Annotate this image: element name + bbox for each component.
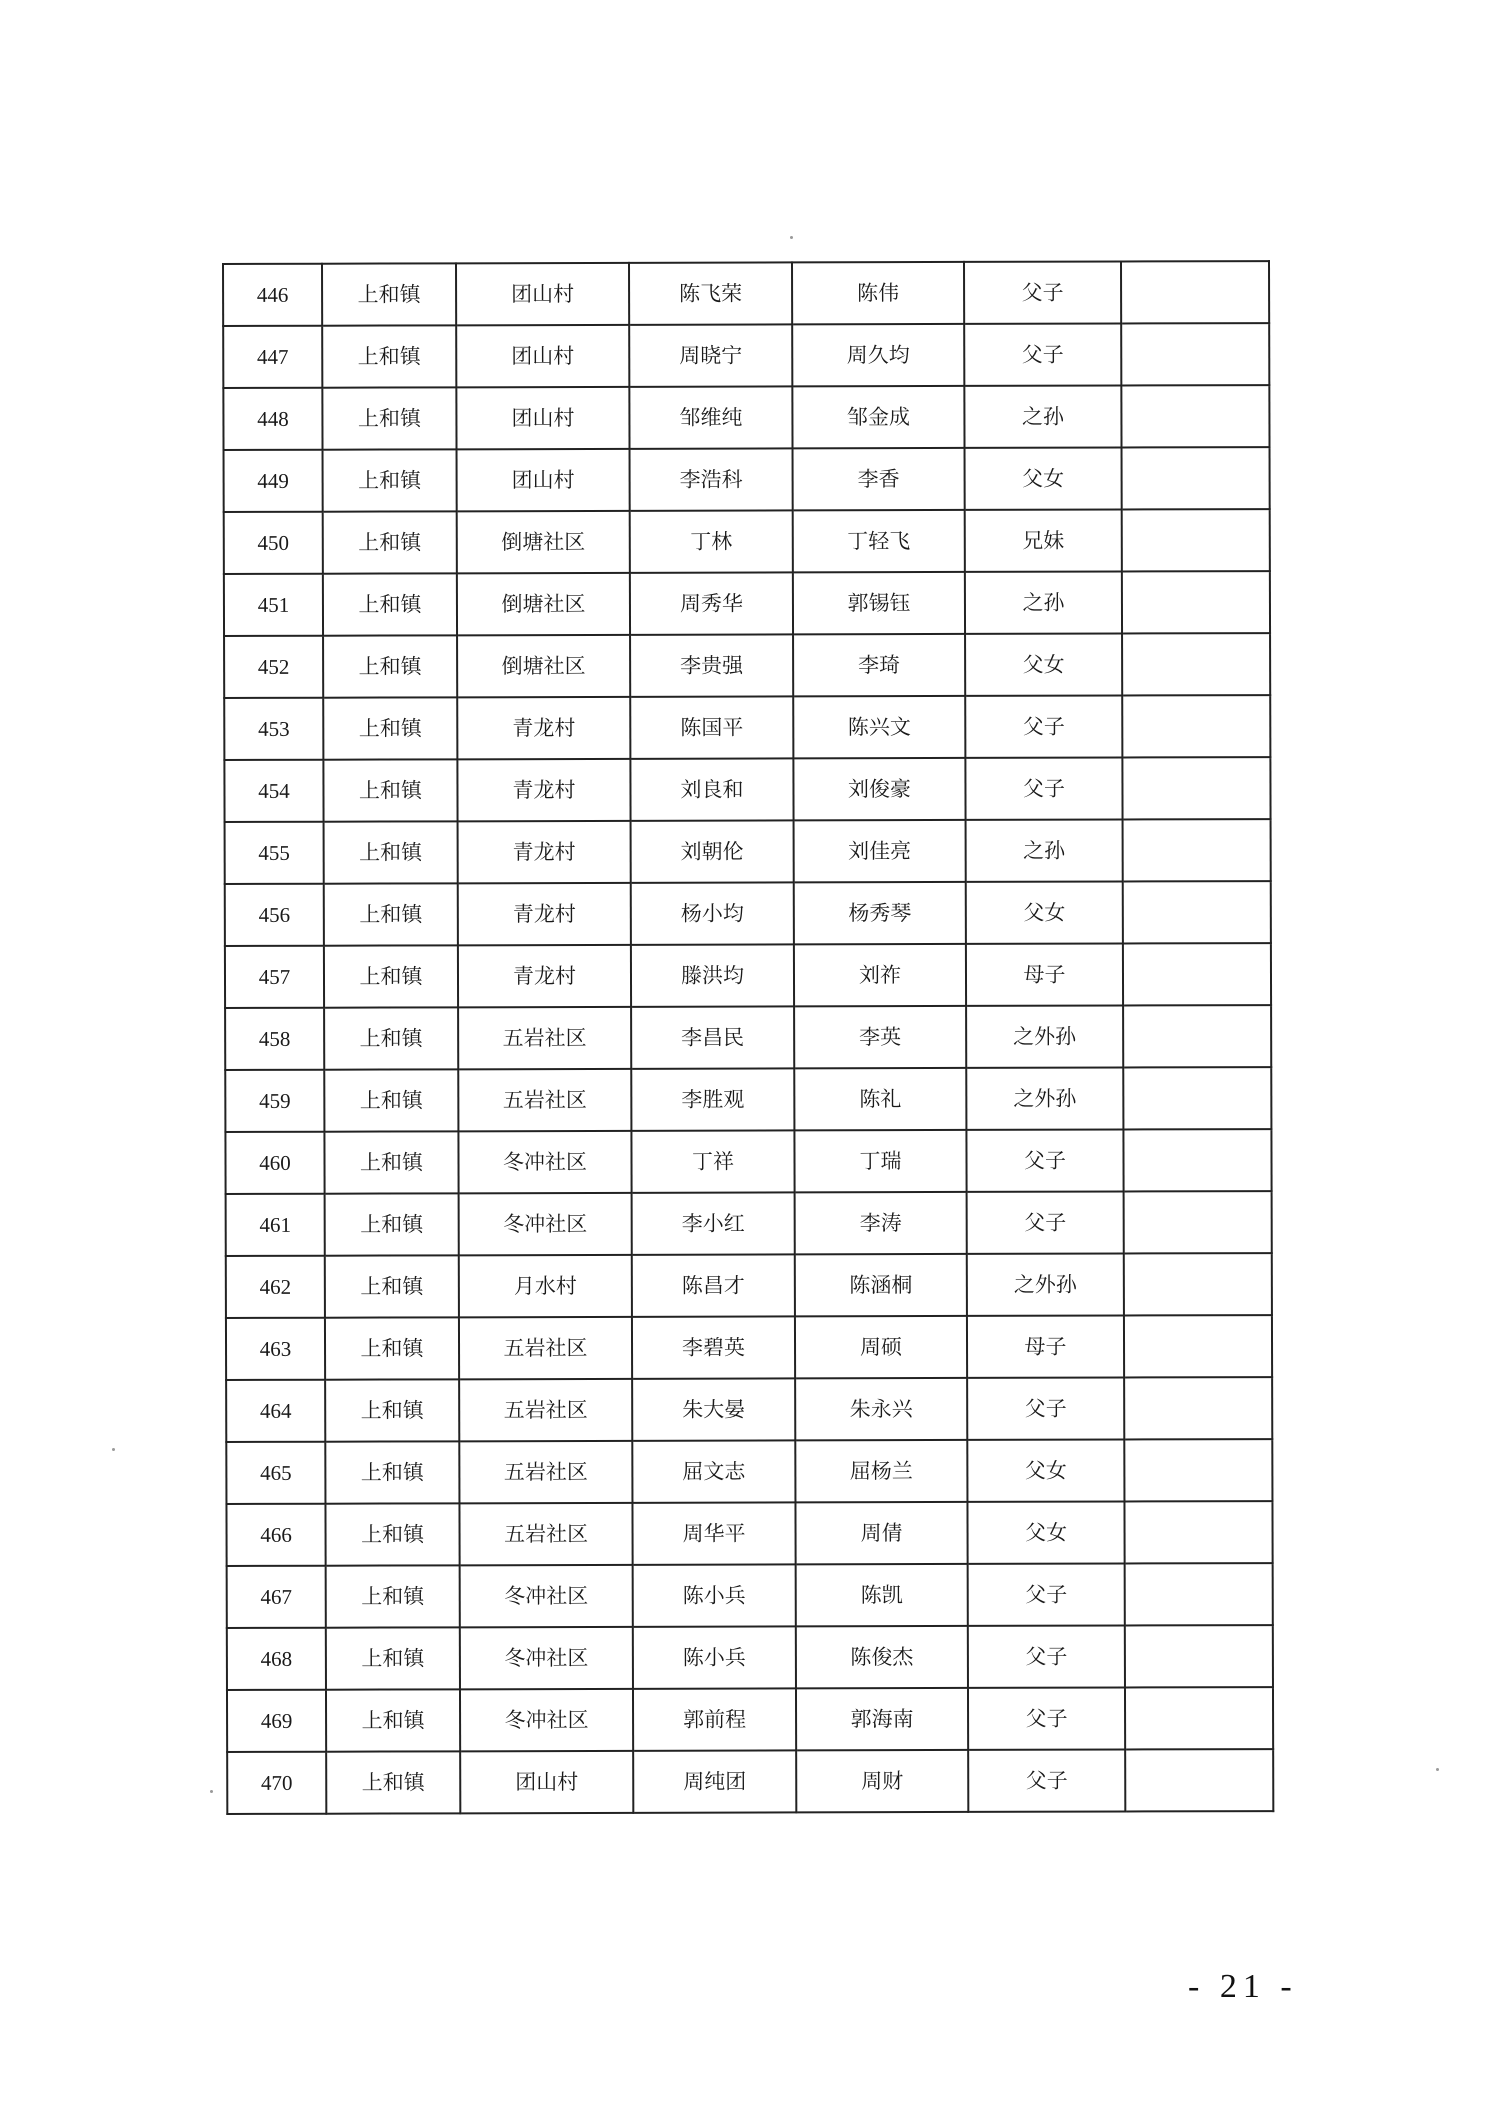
relative-name-cell: 屈杨兰 — [795, 1440, 967, 1502]
village-cell: 团山村 — [460, 1751, 633, 1813]
row-number-cell: 454 — [224, 760, 323, 822]
town-cell: 上和镇 — [325, 1255, 459, 1317]
relation-cell: 父女 — [966, 881, 1123, 943]
relation-cell: 父子 — [968, 1625, 1125, 1687]
scan-speck — [112, 1448, 115, 1451]
table-row — [227, 1563, 1273, 1628]
name-cell: 滕洪均 — [631, 944, 794, 1006]
relative-name-cell: 李涛 — [795, 1192, 967, 1254]
name-cell: 陈国平 — [630, 696, 793, 758]
table-row — [224, 633, 1270, 698]
town-cell: 上和镇 — [325, 1193, 459, 1255]
row-number-cell: 449 — [224, 450, 323, 512]
town-cell: 上和镇 — [324, 883, 458, 945]
name-cell: 李小红 — [632, 1192, 795, 1254]
roster-body — [223, 261, 1273, 1814]
relation-cell: 之孙 — [965, 571, 1122, 633]
name-cell: 周华平 — [632, 1502, 795, 1564]
village-cell: 倒塘社区 — [457, 635, 630, 697]
relation-cell: 父女 — [967, 1501, 1124, 1563]
table-row — [226, 1439, 1272, 1504]
note-cell — [1124, 1377, 1272, 1439]
table-row — [225, 1129, 1271, 1194]
village-cell: 冬冲社区 — [460, 1565, 633, 1627]
row-number-cell: 450 — [224, 512, 323, 574]
table-row — [224, 571, 1270, 636]
relative-name-cell: 周硕 — [795, 1316, 967, 1378]
relative-name-cell: 刘佳亮 — [794, 820, 966, 882]
scan-speck — [1436, 1768, 1439, 1771]
row-number-cell: 465 — [226, 1442, 325, 1504]
village-cell: 冬冲社区 — [460, 1627, 633, 1689]
town-cell: 上和镇 — [322, 325, 456, 387]
row-number-cell: 458 — [225, 1008, 324, 1070]
name-cell: 陈昌才 — [632, 1254, 795, 1316]
village-cell: 团山村 — [456, 325, 629, 387]
table-row — [224, 757, 1270, 822]
row-number-cell: 463 — [226, 1318, 325, 1380]
town-cell: 上和镇 — [323, 635, 457, 697]
note-cell — [1124, 1439, 1272, 1501]
relation-cell: 父子 — [968, 1749, 1125, 1811]
row-number-cell: 446 — [223, 264, 322, 326]
name-cell: 李浩科 — [630, 448, 793, 510]
row-number-cell: 470 — [227, 1752, 326, 1814]
town-cell: 上和镇 — [325, 1441, 459, 1503]
table-row — [227, 1749, 1273, 1814]
note-cell — [1125, 1687, 1273, 1749]
table-row — [226, 1191, 1272, 1256]
note-cell — [1122, 571, 1270, 633]
town-cell: 上和镇 — [324, 1131, 458, 1193]
relative-name-cell: 李英 — [794, 1006, 966, 1068]
village-cell: 冬冲社区 — [460, 1689, 633, 1751]
table-row — [226, 1315, 1272, 1380]
table-row — [225, 943, 1271, 1008]
village-cell: 团山村 — [456, 387, 629, 449]
relation-cell: 父子 — [967, 1191, 1124, 1253]
scan-speck — [790, 236, 793, 239]
table-row — [224, 695, 1270, 760]
relation-cell: 父女 — [967, 1439, 1124, 1501]
village-cell: 五岩社区 — [458, 1007, 631, 1069]
name-cell: 刘朝伦 — [631, 820, 794, 882]
relative-name-cell: 陈兴文 — [793, 696, 965, 758]
relation-cell: 父子 — [965, 757, 1122, 819]
town-cell: 上和镇 — [326, 1627, 460, 1689]
town-cell: 上和镇 — [324, 1069, 458, 1131]
row-number-cell: 457 — [225, 946, 324, 1008]
table-row — [227, 1625, 1273, 1690]
table-row — [226, 1377, 1272, 1442]
note-cell — [1124, 1501, 1272, 1563]
relative-name-cell: 陈凯 — [796, 1564, 968, 1626]
scan-speck — [210, 1790, 213, 1793]
table-row — [224, 509, 1270, 574]
relative-name-cell: 李琦 — [793, 634, 965, 696]
table-row — [223, 385, 1269, 450]
relation-cell: 之外孙 — [966, 1067, 1123, 1129]
note-cell — [1123, 1005, 1271, 1067]
town-cell: 上和镇 — [325, 1379, 459, 1441]
relative-name-cell: 杨秀琴 — [794, 882, 966, 944]
note-cell — [1122, 695, 1270, 757]
roster-table — [222, 260, 1274, 1815]
table-row — [224, 447, 1270, 512]
note-cell — [1123, 943, 1271, 1005]
row-number-cell: 452 — [224, 636, 323, 698]
row-number-cell: 453 — [224, 698, 323, 760]
row-number-cell: 447 — [223, 326, 322, 388]
note-cell — [1124, 1191, 1272, 1253]
row-number-cell: 460 — [225, 1132, 324, 1194]
relation-cell: 父子 — [965, 695, 1122, 757]
name-cell: 李碧英 — [632, 1316, 795, 1378]
note-cell — [1123, 819, 1271, 881]
row-number-cell: 466 — [226, 1504, 325, 1566]
row-number-cell: 455 — [225, 822, 324, 884]
relative-name-cell: 陈涵桐 — [795, 1254, 967, 1316]
relative-name-cell: 周久均 — [792, 324, 964, 386]
row-number-cell: 464 — [226, 1380, 325, 1442]
name-cell: 屈文志 — [632, 1440, 795, 1502]
town-cell: 上和镇 — [326, 1565, 460, 1627]
town-cell: 上和镇 — [323, 697, 457, 759]
town-cell: 上和镇 — [323, 573, 457, 635]
relative-name-cell: 刘祚 — [794, 944, 966, 1006]
name-cell: 朱大晏 — [632, 1378, 795, 1440]
relation-cell: 母子 — [966, 943, 1123, 1005]
relation-cell: 之外孙 — [966, 1005, 1123, 1067]
row-number-cell: 461 — [226, 1194, 325, 1256]
name-cell: 郭前程 — [633, 1688, 796, 1750]
note-cell — [1123, 881, 1271, 943]
note-cell — [1124, 1315, 1272, 1377]
name-cell: 李贵强 — [630, 634, 793, 696]
relative-name-cell: 刘俊豪 — [793, 758, 965, 820]
village-cell: 冬冲社区 — [458, 1131, 631, 1193]
relation-cell: 兄妹 — [965, 509, 1122, 571]
name-cell: 李昌民 — [631, 1006, 794, 1068]
relation-cell: 母子 — [967, 1315, 1124, 1377]
village-cell: 五岩社区 — [458, 1069, 631, 1131]
village-cell: 月水村 — [459, 1255, 632, 1317]
town-cell: 上和镇 — [325, 1317, 459, 1379]
village-cell: 倒塘社区 — [457, 573, 630, 635]
table-row — [227, 1687, 1273, 1752]
name-cell: 丁林 — [630, 510, 793, 572]
town-cell: 上和镇 — [326, 1751, 460, 1813]
relation-cell: 之外孙 — [967, 1253, 1124, 1315]
note-cell — [1123, 1129, 1271, 1191]
row-number-cell: 448 — [223, 388, 322, 450]
page-number: - 21 - — [1188, 1968, 1298, 2005]
row-number-cell: 462 — [226, 1256, 325, 1318]
relative-name-cell: 丁瑞 — [794, 1130, 966, 1192]
town-cell: 上和镇 — [325, 1503, 459, 1565]
relation-cell: 父子 — [967, 1377, 1124, 1439]
name-cell: 陈飞荣 — [629, 262, 792, 324]
name-cell: 周纯团 — [633, 1750, 796, 1812]
village-cell: 五岩社区 — [459, 1379, 632, 1441]
village-cell: 青龙村 — [458, 821, 631, 883]
note-cell — [1125, 1749, 1273, 1811]
village-cell: 团山村 — [456, 263, 629, 325]
relative-name-cell: 郭锡钰 — [793, 572, 965, 634]
relation-cell: 父子 — [968, 1687, 1125, 1749]
relative-name-cell: 陈俊杰 — [796, 1626, 968, 1688]
town-cell: 上和镇 — [322, 263, 456, 325]
relation-cell: 父子 — [968, 1563, 1125, 1625]
row-number-cell: 456 — [225, 884, 324, 946]
note-cell — [1122, 757, 1270, 819]
name-cell: 周秀华 — [630, 572, 793, 634]
note-cell — [1125, 1625, 1273, 1687]
table-row — [225, 881, 1271, 946]
note-cell — [1122, 509, 1270, 571]
town-cell: 上和镇 — [324, 1007, 458, 1069]
relative-name-cell: 陈伟 — [792, 262, 964, 324]
relative-name-cell: 周倩 — [795, 1502, 967, 1564]
relative-name-cell: 陈礼 — [794, 1068, 966, 1130]
relation-cell: 父女 — [965, 633, 1122, 695]
row-number-cell: 469 — [227, 1690, 326, 1752]
table-row — [223, 261, 1269, 326]
table-row — [226, 1253, 1272, 1318]
village-cell: 青龙村 — [458, 945, 631, 1007]
relation-cell: 父子 — [966, 1129, 1123, 1191]
table-row — [225, 1005, 1271, 1070]
name-cell: 陈小兵 — [633, 1626, 796, 1688]
row-number-cell: 451 — [224, 574, 323, 636]
town-cell: 上和镇 — [324, 821, 458, 883]
village-cell: 青龙村 — [458, 883, 631, 945]
table-row — [223, 323, 1269, 388]
village-cell: 青龙村 — [457, 759, 630, 821]
name-cell: 邹维纯 — [629, 386, 792, 448]
relative-name-cell: 李香 — [793, 448, 965, 510]
note-cell — [1121, 323, 1269, 385]
note-cell — [1123, 1067, 1271, 1129]
village-cell: 五岩社区 — [459, 1441, 632, 1503]
table-row — [225, 1067, 1271, 1132]
table-row — [226, 1501, 1272, 1566]
village-cell: 团山村 — [457, 449, 630, 511]
town-cell: 上和镇 — [323, 511, 457, 573]
village-cell: 五岩社区 — [459, 1503, 632, 1565]
village-cell: 冬冲社区 — [459, 1193, 632, 1255]
relation-cell: 父女 — [965, 447, 1122, 509]
town-cell: 上和镇 — [324, 945, 458, 1007]
name-cell: 陈小兵 — [633, 1564, 796, 1626]
relative-name-cell: 邹金成 — [792, 386, 964, 448]
relation-cell: 父子 — [964, 261, 1121, 323]
note-cell — [1121, 385, 1269, 447]
name-cell: 周晓宁 — [629, 324, 792, 386]
relative-name-cell: 周财 — [796, 1750, 968, 1812]
note-cell — [1124, 1253, 1272, 1315]
note-cell — [1122, 633, 1270, 695]
town-cell: 上和镇 — [326, 1689, 460, 1751]
town-cell: 上和镇 — [323, 759, 457, 821]
row-number-cell: 468 — [227, 1628, 326, 1690]
town-cell: 上和镇 — [323, 449, 457, 511]
relative-name-cell: 朱永兴 — [795, 1378, 967, 1440]
relation-cell: 之孙 — [964, 385, 1121, 447]
note-cell — [1125, 1563, 1273, 1625]
name-cell: 丁祥 — [631, 1130, 794, 1192]
note-cell — [1121, 261, 1269, 323]
town-cell: 上和镇 — [322, 387, 456, 449]
village-cell: 倒塘社区 — [457, 511, 630, 573]
village-cell: 五岩社区 — [459, 1317, 632, 1379]
row-number-cell: 467 — [227, 1566, 326, 1628]
relative-name-cell: 丁轻飞 — [793, 510, 965, 572]
note-cell — [1122, 447, 1270, 509]
relation-cell: 父子 — [964, 323, 1121, 385]
relative-name-cell: 郭海南 — [796, 1688, 968, 1750]
relation-cell: 之孙 — [966, 819, 1123, 881]
row-number-cell: 459 — [225, 1070, 324, 1132]
village-cell: 青龙村 — [457, 697, 630, 759]
name-cell: 李胜观 — [631, 1068, 794, 1130]
name-cell: 刘良和 — [630, 758, 793, 820]
table-row — [225, 819, 1271, 884]
name-cell: 杨小均 — [631, 882, 794, 944]
